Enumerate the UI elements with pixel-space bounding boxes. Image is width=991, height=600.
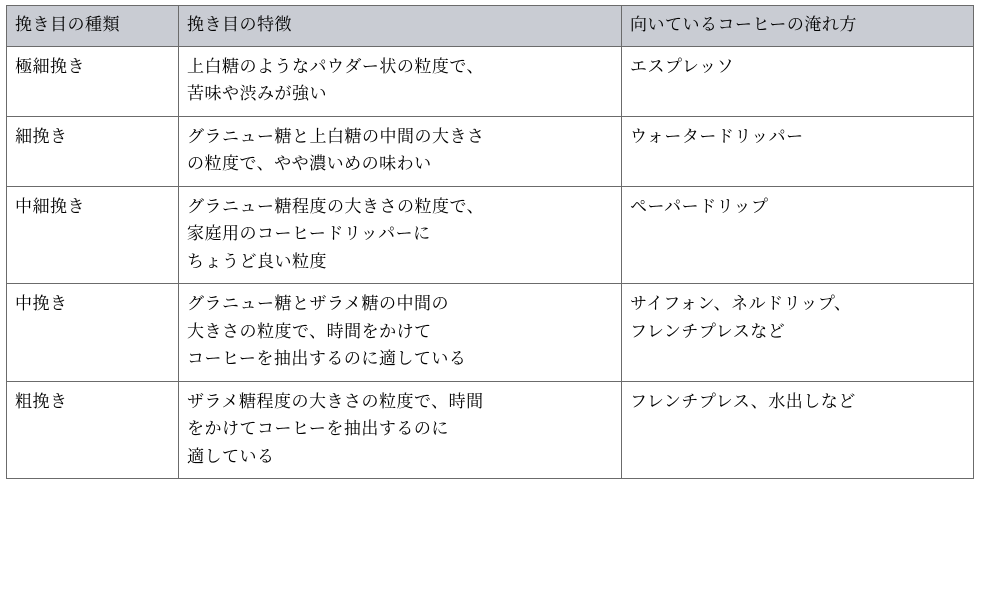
- cell-line: の粒度で、やや濃いめの味わい: [187, 154, 432, 174]
- cell-grind-type: 中細挽き: [7, 186, 179, 284]
- table-body: [7, 46, 974, 479]
- cell-line: 上白糖のようなパウダー状の粒度で、: [187, 56, 484, 76]
- table-row: [7, 116, 974, 186]
- table-row: [7, 284, 974, 382]
- table-row: [7, 186, 974, 284]
- cell-line: ウォータードリッパー: [630, 126, 804, 146]
- cell-grind-type: 極細挽き: [7, 46, 179, 116]
- cell-brew-methods: [622, 116, 974, 186]
- cell-brew-methods: [622, 284, 974, 382]
- cell-line: ザラメ糖程度の大きさの粒度で、時間: [187, 391, 484, 411]
- cell-brew-methods: [622, 46, 974, 116]
- column-header-grind-features: 挽き目の特徴: [179, 6, 622, 47]
- cell-brew-methods: [622, 186, 974, 284]
- table-row: [7, 381, 974, 479]
- document-page: [0, 5, 991, 600]
- table-header: [7, 6, 974, 47]
- cell-line: フレンチプレスなど: [630, 321, 786, 341]
- cell-line: グラニュー糖とザラメ糖の中間の: [187, 294, 449, 314]
- cell-line: フレンチプレス、水出しなど: [630, 391, 856, 411]
- cell-line: サイフォン、ネルドリップ、: [630, 294, 852, 314]
- cell-grind-type: 中挽き: [7, 284, 179, 382]
- cell-line: グラニュー糖程度の大きさの粒度で、: [187, 196, 485, 216]
- cell-brew-methods: [622, 381, 974, 479]
- cell-grind-type: 細挽き: [7, 116, 179, 186]
- cell-line: をかけてコーヒーを抽出するのに: [187, 419, 449, 439]
- cell-line: 家庭用のコーヒードリッパーに: [187, 224, 431, 244]
- column-header-brew-methods: 向いているコーヒーの淹れ方: [622, 6, 974, 47]
- cell-grind-features: [179, 186, 622, 284]
- cell-line: 大きさの粒度で、時間をかけて: [187, 321, 432, 341]
- cell-line: 苦味や渋みが強い: [187, 84, 327, 104]
- cell-line: コーヒーを抽出するのに適している: [187, 349, 467, 369]
- grind-table: [6, 5, 974, 479]
- cell-grind-features: [179, 381, 622, 479]
- cell-line: 適している: [187, 446, 275, 466]
- table-row: [7, 46, 974, 116]
- cell-line: ペーパードリップ: [630, 196, 769, 216]
- cell-line: ちょうど良い粒度: [187, 251, 327, 271]
- table-header-row: [7, 6, 974, 47]
- cell-line: グラニュー糖と上白糖の中間の大きさ: [187, 126, 485, 146]
- cell-grind-features: [179, 116, 622, 186]
- column-header-grind-type: 挽き目の種類: [7, 6, 179, 47]
- cell-grind-features: [179, 46, 622, 116]
- cell-grind-type: 粗挽き: [7, 381, 179, 479]
- cell-line: エスプレッソ: [630, 56, 735, 76]
- cell-grind-features: [179, 284, 622, 382]
